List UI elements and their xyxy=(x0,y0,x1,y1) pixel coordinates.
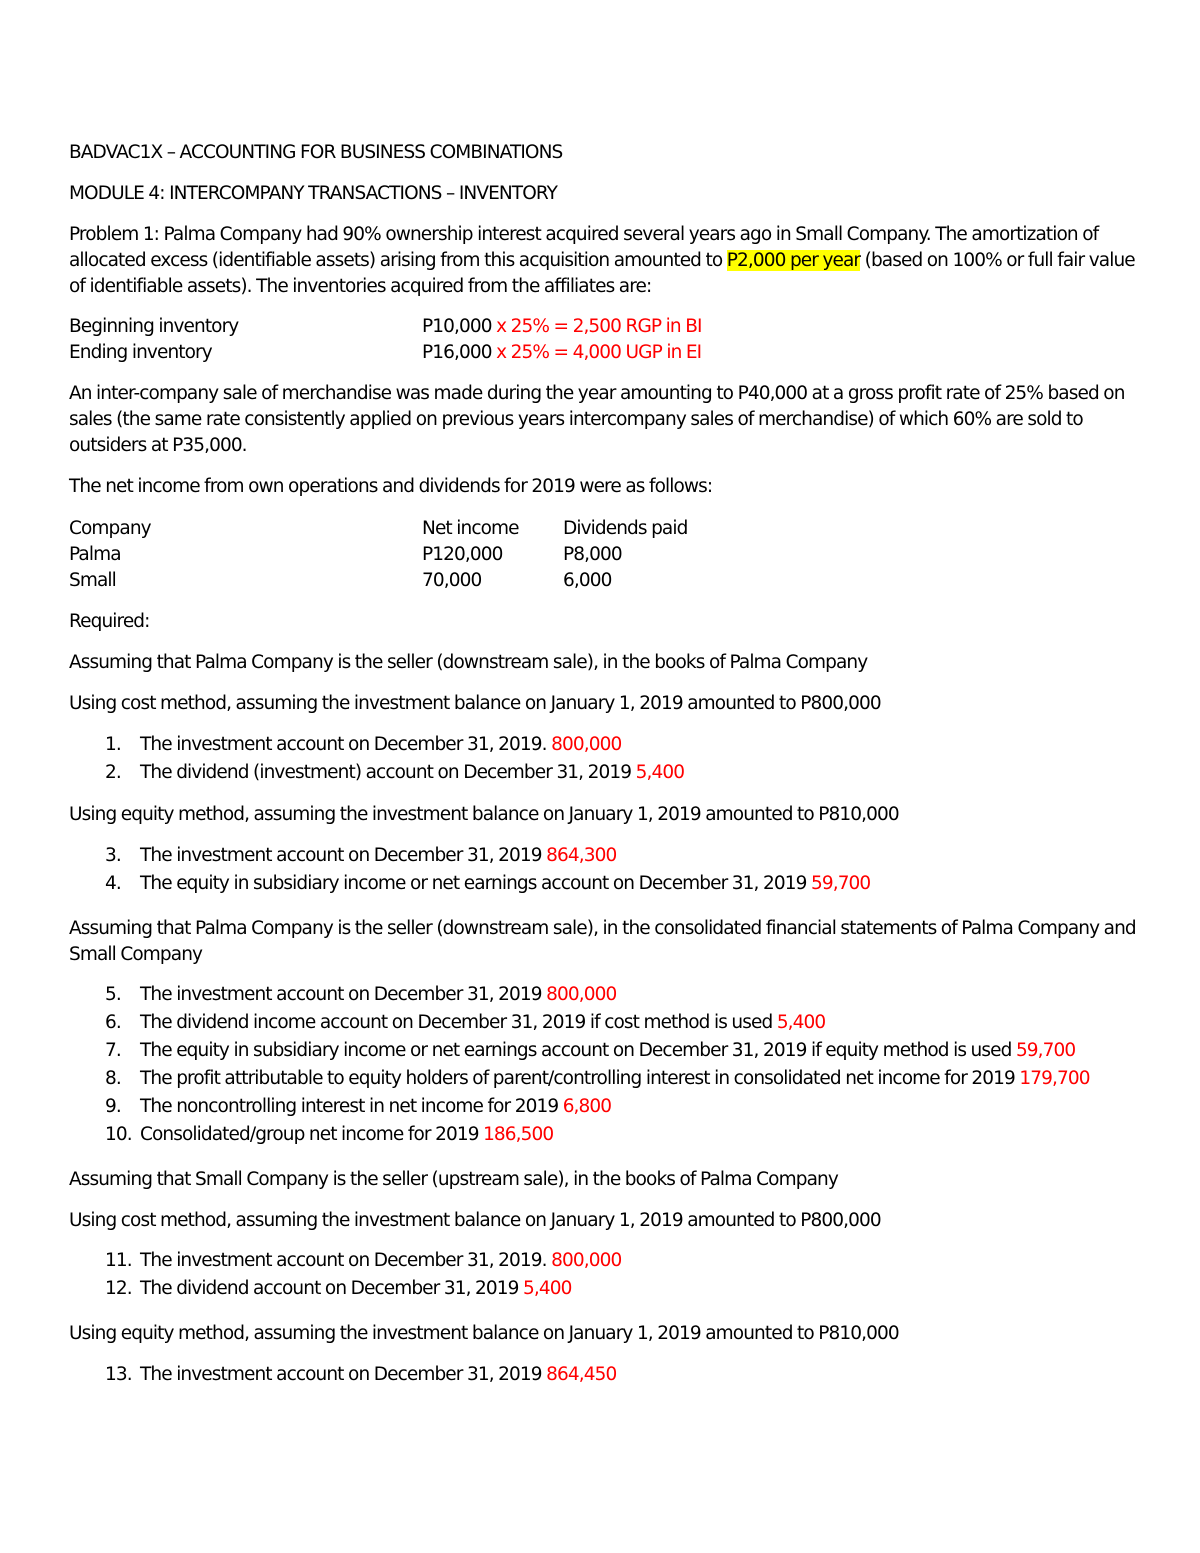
highlighted-amortization: P2,000 per year xyxy=(726,250,861,271)
inventory-row: Ending inventory P16,000 x 25% = 4,000 UGP in EI xyxy=(69,342,702,363)
question-list xyxy=(69,731,1144,787)
question-list xyxy=(69,842,1144,898)
section-heading: Assuming that Small Company is the seller (upstream sale), in the books of Palma Company xyxy=(69,1169,838,1190)
list-item: 1. The investment account on December 31, 2019. 800,000 xyxy=(105,734,622,755)
course-title: BADVAC1X – ACCOUNTING FOR BUSINESS COMBINATIONS xyxy=(69,142,563,163)
method-heading: Using cost method, assuming the investment balance on January 1, 2019 amounted to P800,000 xyxy=(69,693,881,714)
problem-paragraph: Problem 1: Palma Company had 90% ownership interest acquired several years ago in Small Company. The amortization of allocated excess (identifiable assets) arising from this acquisition amounted to P2,000 per year (based on 100% or full fair value of identifiable assets). The inventories acquired from the affiliates are: xyxy=(69,224,1135,297)
question-list xyxy=(69,1247,1144,1303)
list-item: 11. The investment account on December 31, 2019. 800,000 xyxy=(105,1250,622,1271)
list-item: 9. The noncontrolling interest in net income for 2019 6,800 xyxy=(105,1096,612,1117)
method-heading: Using equity method, assuming the investment balance on January 1, 2019 amounted to P810,000 xyxy=(69,1323,899,1344)
list-item: 5. The investment account on December 31, 2019 800,000 xyxy=(105,984,617,1005)
table-row: Small 70,000 6,000 xyxy=(69,570,612,591)
list-item: 8. The profit attributable to equity holders of parent/controlling interest in consolidated net income for 2019 179,700 xyxy=(105,1068,1090,1089)
table-header-row: Company Net income Dividends paid xyxy=(69,518,688,539)
table-row: Palma P120,000 P8,000 xyxy=(69,544,622,565)
net-income-intro: The net income from own operations and dividends for 2019 were as follows: xyxy=(69,476,713,497)
module-title: MODULE 4: INTERCOMPANY TRANSACTIONS – INVENTORY xyxy=(69,183,558,204)
list-item: 6. The dividend income account on December 31, 2019 if cost method is used 5,400 xyxy=(105,1012,826,1033)
question-list xyxy=(69,981,1144,1149)
list-item: 12. The dividend account on December 31, 2019 5,400 xyxy=(105,1278,572,1299)
income-table xyxy=(69,516,1144,594)
inventory-row: Beginning inventory P10,000 x 25% = 2,500 RGP in BI xyxy=(69,316,702,337)
list-item: 4. The equity in subsidiary income or net earnings account on December 31, 2019 59,700 xyxy=(105,873,871,894)
list-item: 13. The investment account on December 31, 2019 864,450 xyxy=(105,1364,617,1385)
section-heading: Assuming that Palma Company is the seller (downstream sale), in the books of Palma Company xyxy=(69,652,868,673)
required-label: Required: xyxy=(69,611,150,632)
inventory-table xyxy=(69,314,1144,366)
list-item: 2. The dividend (investment) account on December 31, 2019 5,400 xyxy=(105,762,685,783)
method-heading: Using cost method, assuming the investment balance on January 1, 2019 amounted to P800,000 xyxy=(69,1210,881,1231)
sale-paragraph: An inter-company sale of merchandise was made during the year amounting to P40,000 at a gross profit rate of 25% based on sales (the same rate consistently applied on previous years intercompany sales of merchandise) of which 60% are sold to outsiders at P35,000. xyxy=(69,383,1125,456)
section-heading: Assuming that Palma Company is the seller (downstream sale), in the consolidated financial statements of Palma Company and Small Company xyxy=(69,918,1136,965)
list-item: 3. The investment account on December 31, 2019 864,300 xyxy=(105,845,617,866)
list-item: 10. Consolidated/group net income for 2019 186,500 xyxy=(105,1124,554,1145)
method-heading: Using equity method, assuming the investment balance on January 1, 2019 amounted to P810,000 xyxy=(69,804,899,825)
question-list xyxy=(69,1361,1144,1389)
document-page xyxy=(69,140,1144,1389)
list-item: 7. The equity in subsidiary income or net earnings account on December 31, 2019 if equity method is used 59,700 xyxy=(105,1040,1076,1061)
